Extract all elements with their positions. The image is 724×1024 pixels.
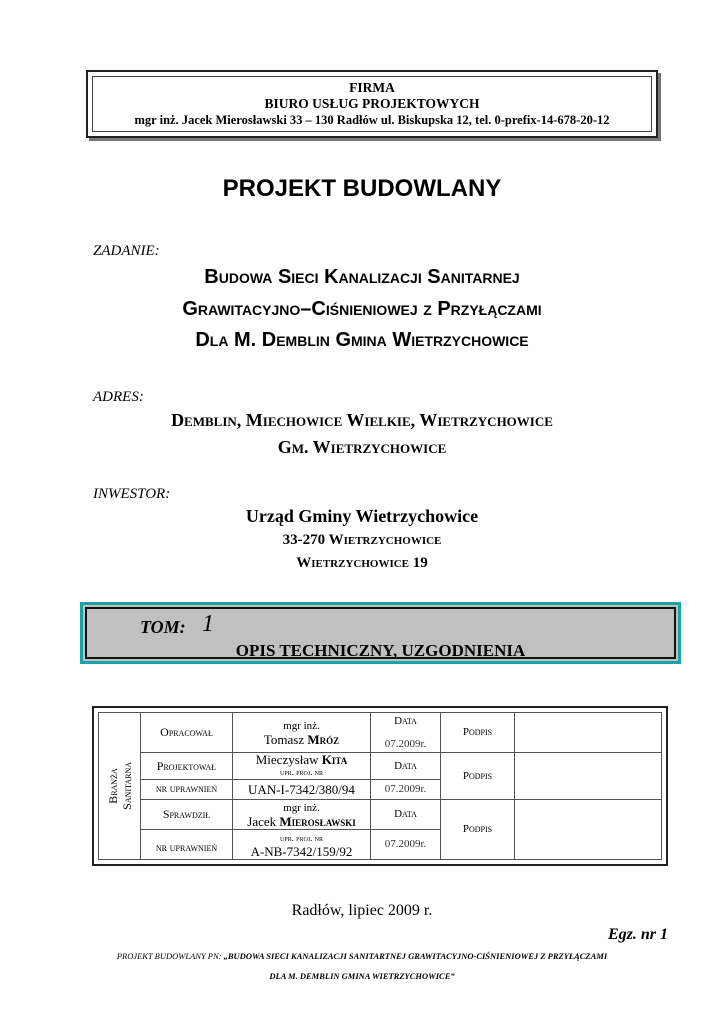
sprawdzil-last-name: Mierosławski [279,813,356,829]
zadanie-line-1: Budowa Sieci Kanalizacji Sanitarnej [204,266,520,288]
opracowal-data-label: Data [394,715,417,727]
zadanie-line-2: Grawitacyjno–Ciśnieniowej z Przyłączami [182,298,542,320]
copy-number: Egz. nr 1 [607,926,668,943]
opracowal-title: mgr inż. [283,719,320,732]
sprawdzil-first-name: Jacek [247,813,277,829]
opracowal-person [233,713,371,753]
firm-header-box [86,70,658,138]
footer-note-line-2: DLA M. DEMBLIN GMINA WIETRZYCHOWICE” [269,971,455,981]
place-date: Radłów, lipiec 2009 r. [291,902,433,919]
opracowal-first-name: Tomasz [263,731,305,747]
opracowal-date-cell [371,713,441,753]
inwestor-name: Urząd Gminy Wietrzychowice [245,506,479,526]
projektowal-first-name: Mieczysław [255,752,319,767]
tom-description: OPIS TECHNICZNY, UZGODNIENIA [235,641,526,660]
tom-number: 1 [202,611,214,637]
firm-header-inner [92,76,652,132]
role-sprawdzil: Sprawdził [141,800,233,830]
tom-box-inner [85,607,676,659]
sprawdzil-data-label: Data [371,800,441,830]
projektowal-data-label: Data [371,753,441,780]
adres-line-1: Demblin, Miechowice Wielkie, Wietrzychowice [171,410,553,430]
page-title: PROJEKT BUDOWLANY [222,175,502,202]
sprawdzil-date: 07.2009r. [371,830,441,860]
tom-label: TOM: [140,617,186,637]
firm-address: mgr inż. Jacek Mierosławski 33 – 130 Radłów ul. Biskupska 12, tel. 0-prefix-14-678-20-12 [134,113,610,127]
sprawdzil-number: A-NB-7342/159/92 [250,843,353,859]
zadanie-label: ZADANIE: [93,243,160,259]
sprawdzil-title: mgr inż. [283,801,320,814]
adres-line-2: Gm. Wietrzychowice [277,437,447,457]
role-opracowal: Opracował [141,713,233,753]
projektowal-number: UAN-I-7342/380/94 [233,780,371,800]
footer-note [0,946,724,986]
signature-table-grid [98,712,662,860]
firm-label: FIRMA [349,80,395,95]
projektowal-date: 07.2009r. [371,780,441,800]
branza-label: Branża [105,768,120,804]
sprawdzil-nr-uprawnien: nr uprawnień [141,830,233,860]
footer-note-prefix: PROJEKT BUDOWLANY PN: [116,951,224,961]
sprawdzil-number-cell [233,830,371,860]
branza-cell [99,713,141,860]
projektowal-nr-uprawnien: nr uprawnień [141,780,233,800]
branza-sanitarna: Sanitarna [119,762,134,810]
projektowal-signature-space [515,753,662,800]
opracowal-last-name: Mróz [307,731,340,747]
firm-name: BIURO USŁUG PROJEKTOWYCH [264,96,480,111]
footer-note-line-1: „BUDOWA SIECI KANALIZACJI SANITARTNEJ GRAWITACYJNO-CIŚNIENIOWEJ Z PRZYŁĄCZAMI [223,951,608,961]
signature-table [92,706,668,866]
opracowal-signature-space [515,713,662,753]
sprawdzil-podpis: Podpis [441,800,515,860]
inwestor-label: INWESTOR: [93,486,171,502]
inwestor-line-1: 33-270 Wietrzychowice [282,532,442,548]
projektowal-name-cell [233,753,371,780]
role-projektowal: Projektował [141,753,233,780]
adres-label: ADRES: [93,389,144,405]
opracowal-podpis: Podpis [441,713,515,753]
projektowal-podpis: Podpis [441,753,515,800]
opracowal-date: 07.2009r. [384,738,427,750]
projektowal-upr-label: upr. proj. nr [279,767,323,777]
inwestor-line-2: Wietrzychowice 19 [296,555,428,571]
zadanie-line-3: Dla M. Demblin Gmina Wietrzychowice [195,329,529,351]
sprawdzil-upr-label: upr. proj. nr [279,832,323,843]
sprawdzil-name-cell [233,800,371,830]
projektowal-last-name: Kita [321,752,348,767]
tom-box [80,602,681,664]
sprawdzil-signature-space [515,800,662,860]
